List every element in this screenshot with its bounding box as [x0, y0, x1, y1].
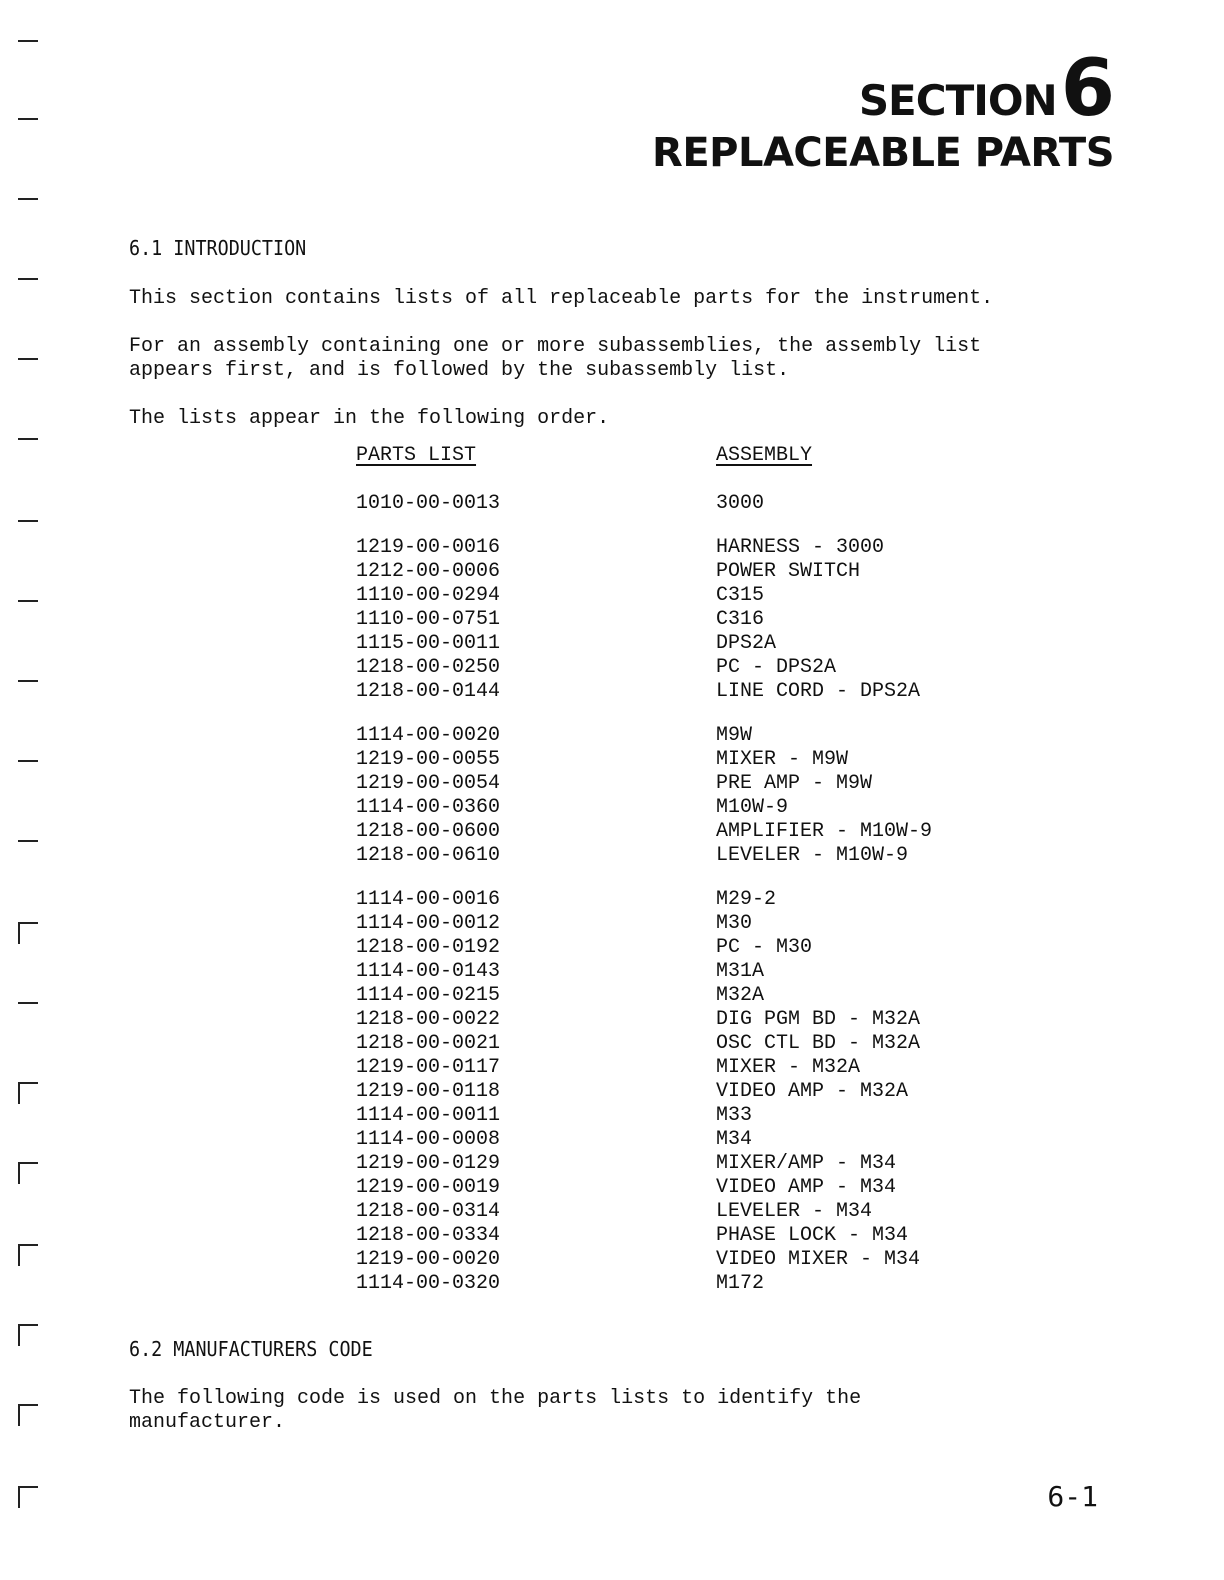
assembly-cell: C316	[716, 608, 765, 631]
table-row	[356, 820, 976, 844]
margin-mark	[18, 40, 38, 42]
part-number-cell: 1218-00-0144	[356, 680, 501, 703]
table-row	[356, 1152, 976, 1176]
assembly-cell: PHASE LOCK - M34	[716, 1224, 909, 1247]
margin-mark	[18, 198, 38, 200]
parts-table-header	[356, 444, 976, 472]
margin-mark	[18, 1244, 38, 1246]
margin-mark	[18, 1404, 38, 1406]
part-number-cell: 1212-00-0006	[356, 560, 501, 583]
part-number-cell: 1218-00-0250	[356, 656, 501, 679]
assembly-cell: MIXER - M32A	[716, 1056, 861, 1079]
assembly-cell: M172	[716, 1272, 765, 1295]
table-row	[356, 912, 976, 936]
margin-mark	[18, 760, 38, 762]
assembly-cell: PRE AMP - M9W	[716, 772, 873, 795]
margin-mark	[18, 438, 38, 440]
table-row	[356, 1248, 976, 1272]
margin-mark	[18, 358, 38, 360]
parts-table-body	[356, 492, 976, 1296]
assembly-cell: VIDEO AMP - M34	[716, 1176, 897, 1199]
parts-list-column-header: PARTS LIST	[356, 444, 477, 467]
parts-group	[356, 724, 976, 868]
part-number-cell: 1218-00-0610	[356, 844, 501, 867]
table-row	[356, 680, 976, 704]
assembly-column-header: ASSEMBLY	[716, 444, 813, 467]
table-row	[356, 632, 976, 656]
assembly-cell: PC - DPS2A	[716, 656, 837, 679]
part-number-cell: 1218-00-0022	[356, 1008, 501, 1031]
assembly-cell: VIDEO MIXER - M34	[716, 1248, 921, 1271]
part-number-cell: 1114-00-0360	[356, 796, 501, 819]
part-number-cell: 1010-00-0013	[356, 492, 501, 515]
part-number-cell: 1219-00-0118	[356, 1080, 501, 1103]
intro-paragraph-1: This section contains lists of all replaceable parts for the instrument.	[129, 287, 994, 310]
table-row	[356, 984, 976, 1008]
table-row	[356, 748, 976, 772]
margin-mark	[18, 520, 38, 522]
table-row	[356, 584, 976, 608]
part-number-cell: 1219-00-0055	[356, 748, 501, 771]
assembly-cell: MIXER - M9W	[716, 748, 849, 771]
table-row	[356, 1104, 976, 1128]
intro-paragraph-2-line-1: For an assembly containing one or more subassemblies, the assembly list	[129, 335, 982, 358]
intro-paragraph-3: The lists appear in the following order.	[129, 407, 610, 430]
table-row	[356, 1200, 976, 1224]
part-number-cell: 1219-00-0117	[356, 1056, 501, 1079]
assembly-cell: VIDEO AMP - M32A	[716, 1080, 909, 1103]
table-row	[356, 1032, 976, 1056]
table-row	[356, 844, 976, 868]
table-row	[356, 772, 976, 796]
parts-group	[356, 888, 976, 1296]
part-number-cell: 1114-00-0320	[356, 1272, 501, 1295]
margin-mark	[18, 600, 38, 602]
assembly-cell: M34	[716, 1128, 753, 1151]
margin-mark	[18, 1486, 38, 1488]
part-number-cell: 1114-00-0011	[356, 1104, 501, 1127]
margin-mark	[18, 1162, 38, 1164]
assembly-cell: LEVELER - M10W-9	[716, 844, 909, 867]
assembly-cell: M10W-9	[716, 796, 789, 819]
table-row	[356, 656, 976, 680]
binding-margin-marks	[14, 0, 44, 1580]
part-number-cell: 1110-00-0751	[356, 608, 501, 631]
margin-mark	[18, 1002, 38, 1004]
assembly-cell: AMPLIFIER - M10W-9	[716, 820, 933, 843]
assembly-cell: M31A	[716, 960, 765, 983]
part-number-cell: 1218-00-0192	[356, 936, 501, 959]
section-line	[652, 44, 1114, 134]
table-row	[356, 1056, 976, 1080]
part-number-cell: 1115-00-0011	[356, 632, 501, 655]
part-number-cell: 1110-00-0294	[356, 584, 501, 607]
table-row	[356, 536, 976, 560]
part-number-cell: 1219-00-0016	[356, 536, 501, 559]
part-number-cell: 1114-00-0143	[356, 960, 501, 983]
part-number-cell: 1114-00-0215	[356, 984, 501, 1007]
intro-paragraph-2-line-2: appears first, and is followed by the subassembly list.	[129, 359, 790, 382]
parts-table	[356, 444, 976, 1296]
table-row	[356, 796, 976, 820]
part-number-cell: 1218-00-0600	[356, 820, 501, 843]
assembly-cell: C315	[716, 584, 765, 607]
parts-group	[356, 536, 976, 704]
table-row	[356, 608, 976, 632]
table-row	[356, 1224, 976, 1248]
assembly-cell: MIXER/AMP - M34	[716, 1152, 897, 1175]
part-number-cell: 1219-00-0129	[356, 1152, 501, 1175]
page-number: 6-1	[1047, 1480, 1098, 1513]
table-row	[356, 1128, 976, 1152]
part-number-cell: 1219-00-0054	[356, 772, 501, 795]
part-number-cell: 1114-00-0020	[356, 724, 501, 747]
part-number-cell: 1114-00-0016	[356, 888, 501, 911]
assembly-cell: DIG PGM BD - M32A	[716, 1008, 921, 1031]
table-row	[356, 888, 976, 912]
assembly-cell: OSC CTL BD - M32A	[716, 1032, 921, 1055]
table-row	[356, 492, 976, 516]
margin-mark	[18, 922, 38, 924]
assembly-cell: POWER SWITCH	[716, 560, 861, 583]
section-header	[652, 44, 1114, 178]
table-row	[356, 936, 976, 960]
part-number-cell: 1218-00-0314	[356, 1200, 501, 1223]
table-row	[356, 560, 976, 584]
part-number-cell: 1218-00-0334	[356, 1224, 501, 1247]
margin-mark	[18, 278, 38, 280]
margin-mark	[18, 840, 38, 842]
table-row	[356, 1272, 976, 1296]
assembly-cell: PC - M30	[716, 936, 813, 959]
assembly-cell: LEVELER - M34	[716, 1200, 873, 1223]
part-number-cell: 1114-00-0012	[356, 912, 501, 935]
margin-mark	[18, 1082, 38, 1084]
assembly-cell: M30	[716, 912, 753, 935]
assembly-cell: M29-2	[716, 888, 777, 911]
table-row	[356, 724, 976, 748]
part-number-cell: 1219-00-0020	[356, 1248, 501, 1271]
mfr-heading: 6.2 MANUFACTURERS CODE	[129, 1337, 373, 1361]
section-label: SECTION	[858, 76, 1057, 125]
assembly-cell: 3000	[716, 492, 765, 515]
table-row	[356, 1176, 976, 1200]
assembly-cell: M9W	[716, 724, 753, 747]
mfr-paragraph: The following code is used on the parts lists to identify the manufacturer.	[129, 1387, 862, 1434]
margin-mark	[18, 680, 38, 682]
assembly-cell: LINE CORD - DPS2A	[716, 680, 921, 703]
section-number: 6	[1060, 44, 1114, 134]
part-number-cell: 1219-00-0019	[356, 1176, 501, 1199]
parts-group	[356, 492, 976, 516]
part-number-cell: 1114-00-0008	[356, 1128, 501, 1151]
table-row	[356, 960, 976, 984]
margin-mark	[18, 1324, 38, 1326]
assembly-cell: DPS2A	[716, 632, 777, 655]
assembly-cell: HARNESS - 3000	[716, 536, 885, 559]
assembly-cell: M32A	[716, 984, 765, 1007]
table-row	[356, 1008, 976, 1032]
assembly-cell: M33	[716, 1104, 753, 1127]
intro-heading: 6.1 INTRODUCTION	[129, 236, 307, 260]
table-row	[356, 1080, 976, 1104]
part-number-cell: 1218-00-0021	[356, 1032, 501, 1055]
margin-mark	[18, 118, 38, 120]
section-title: REPLACEABLE PARTS	[652, 130, 1114, 176]
